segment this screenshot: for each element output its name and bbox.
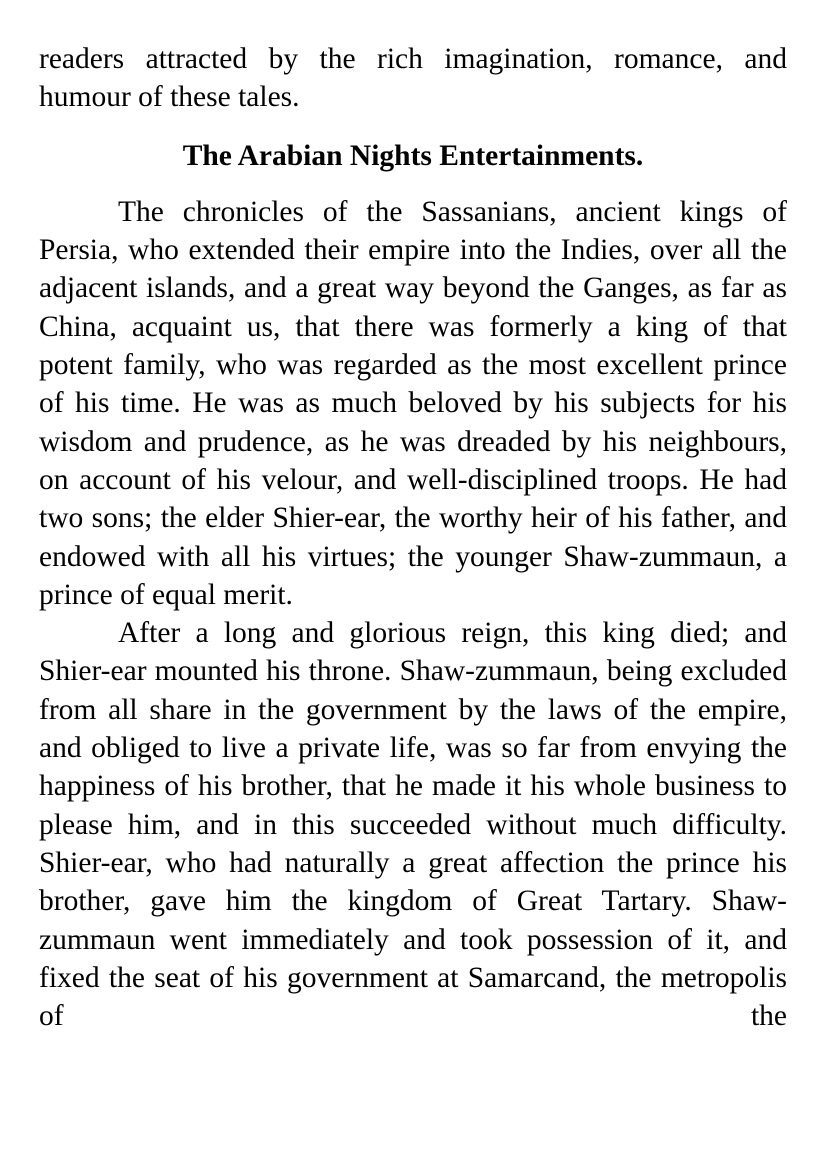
body-paragraph-1: The chronicles of the Sassanians, ancient kings of Persia, who extended their empire into the Indies, over all the adjacent islands, and a great way beyond the Ganges, as far as China, acquaint us, that there was formerly a king of that potent family, who was regarded as the most excellent prince of his time. He was as much beloved by his subjects for his wisdom and prudence, as he was dreaded by his neighbours, on account of his velour, and well-disciplined troops. He had two sons; the elder Shier-ear, the worthy heir of his father, and endowed with all his virtues; the younger Shaw-zummaun, a prince of equal merit. xyxy=(39,195,787,611)
opening-paragraph: readers attracted by the rich imagination, romance, and humour of these tales. xyxy=(39,43,787,114)
section-heading: The Arabian Nights Entertainments. xyxy=(182,139,644,172)
document-page xyxy=(39,40,787,1035)
body-paragraph-2: After a long and glorious reign, this king died; and Shier-ear mounted his throne. Shaw-zummaun, being excluded from all share in the government by the laws of the empire, and obliged to live a private life, was so far from envying the happiness of his brother, that he made it his whole business to please him, and in this succeeded without much difficulty. Shier-ear, who had naturally a great affection the prince his brother, gave him the kingdom of Great Tartary. Shaw-zummaun went immediately and took possession of it, and fixed the seat of his government at Samarcand, the metropolis of the xyxy=(39,617,787,1033)
